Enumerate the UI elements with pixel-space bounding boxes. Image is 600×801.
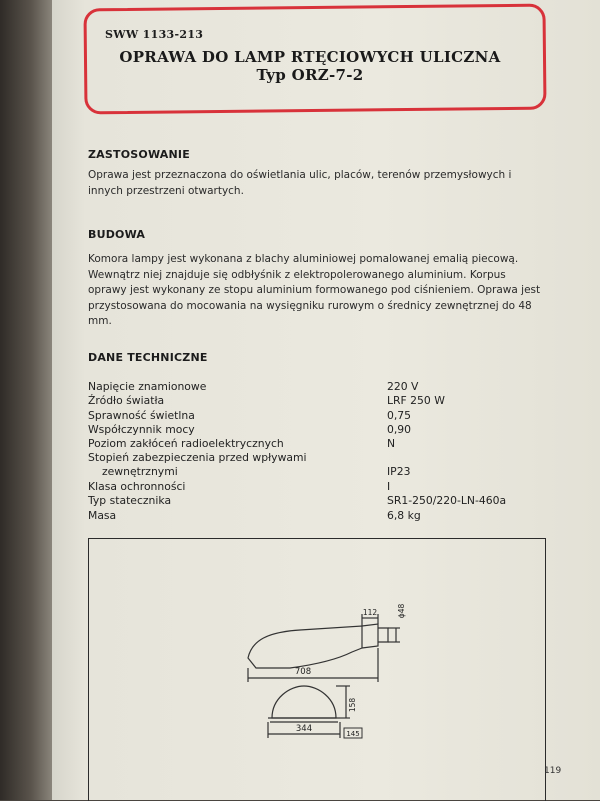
dimension-diameter-label: ϕ48	[397, 603, 406, 619]
dimension-width-label: 344	[295, 724, 313, 734]
spec-label: zewnętrznymi	[102, 465, 178, 478]
title-line-2: Typ ORZ-7-2	[256, 66, 364, 84]
spec-value: 6,8 kg	[387, 509, 421, 522]
spec-value: IP23	[387, 465, 411, 478]
spec-value: 0,75	[387, 409, 412, 422]
spec-label: Współczynnik mocy	[88, 423, 195, 436]
spec-value: LRF 250 W	[387, 394, 445, 407]
spec-label: Napięcie znamionowe	[88, 380, 207, 393]
spec-label: Klasa ochronności	[88, 480, 186, 493]
text-zastosowanie: Oprawa jest przeznaczona do oświetlania ulic, placów, terenów przemysłowych i innych przestrzeni otwartych.	[88, 169, 512, 197]
page-number: 119	[544, 766, 562, 776]
spec-label: Poziom zakłóceń radioelektrycznych	[88, 437, 284, 450]
spec-value: 0,90	[387, 423, 412, 436]
heading-dane-techniczne: DANE TECHNICZNE	[88, 351, 208, 364]
heading-zastosowanie: ZASTOSOWANIE	[88, 148, 190, 161]
spec-value: I	[387, 480, 391, 493]
text-budowa: Komora lampy jest wykonana z blachy aluminiowej pomalowanej emalią piecową. Wewnątrz niej znajduje się odbłyśnik z elektropolerowanego aluminium. Korpus oprawy jest wykonany ze stopu aluminium formowanego pod ciśnieniem. Oprawa jest przystosowana do mocowania na wysięgniku rurowym o średnicy zewnętrznej do 48 mm.	[88, 253, 541, 327]
spec-label: Sprawność świetlna	[88, 409, 195, 422]
luminaire-side-outline	[248, 626, 362, 668]
spec-label: Typ statecznika	[88, 494, 172, 507]
spec-label: Stopień zabezpieczenia przed wpływami	[88, 451, 307, 464]
dimension-height-label: 158	[348, 697, 357, 713]
dimension-mount-label: 112	[362, 608, 378, 617]
heading-budowa: BUDOWA	[88, 228, 146, 241]
spec-label: Masa	[88, 509, 117, 522]
dimension-small-label: 145	[346, 730, 360, 738]
luminaire-front-outline	[272, 686, 336, 718]
dimension-length-label: 708	[294, 667, 312, 677]
spec-value: SR1-250/220-LN-460a	[387, 494, 507, 507]
title-line-1: OPRAWA DO LAMP RTĘCIOWYCH ULICZNA	[119, 48, 501, 66]
luminaire-mount-body	[362, 624, 378, 648]
spec-value: 220 V	[387, 380, 419, 393]
spec-value: N	[387, 437, 396, 450]
luminaire-mount-stub	[378, 628, 388, 642]
spec-label: Źródło światła	[88, 394, 165, 407]
standard-number: SWW 1133-213	[105, 28, 204, 41]
